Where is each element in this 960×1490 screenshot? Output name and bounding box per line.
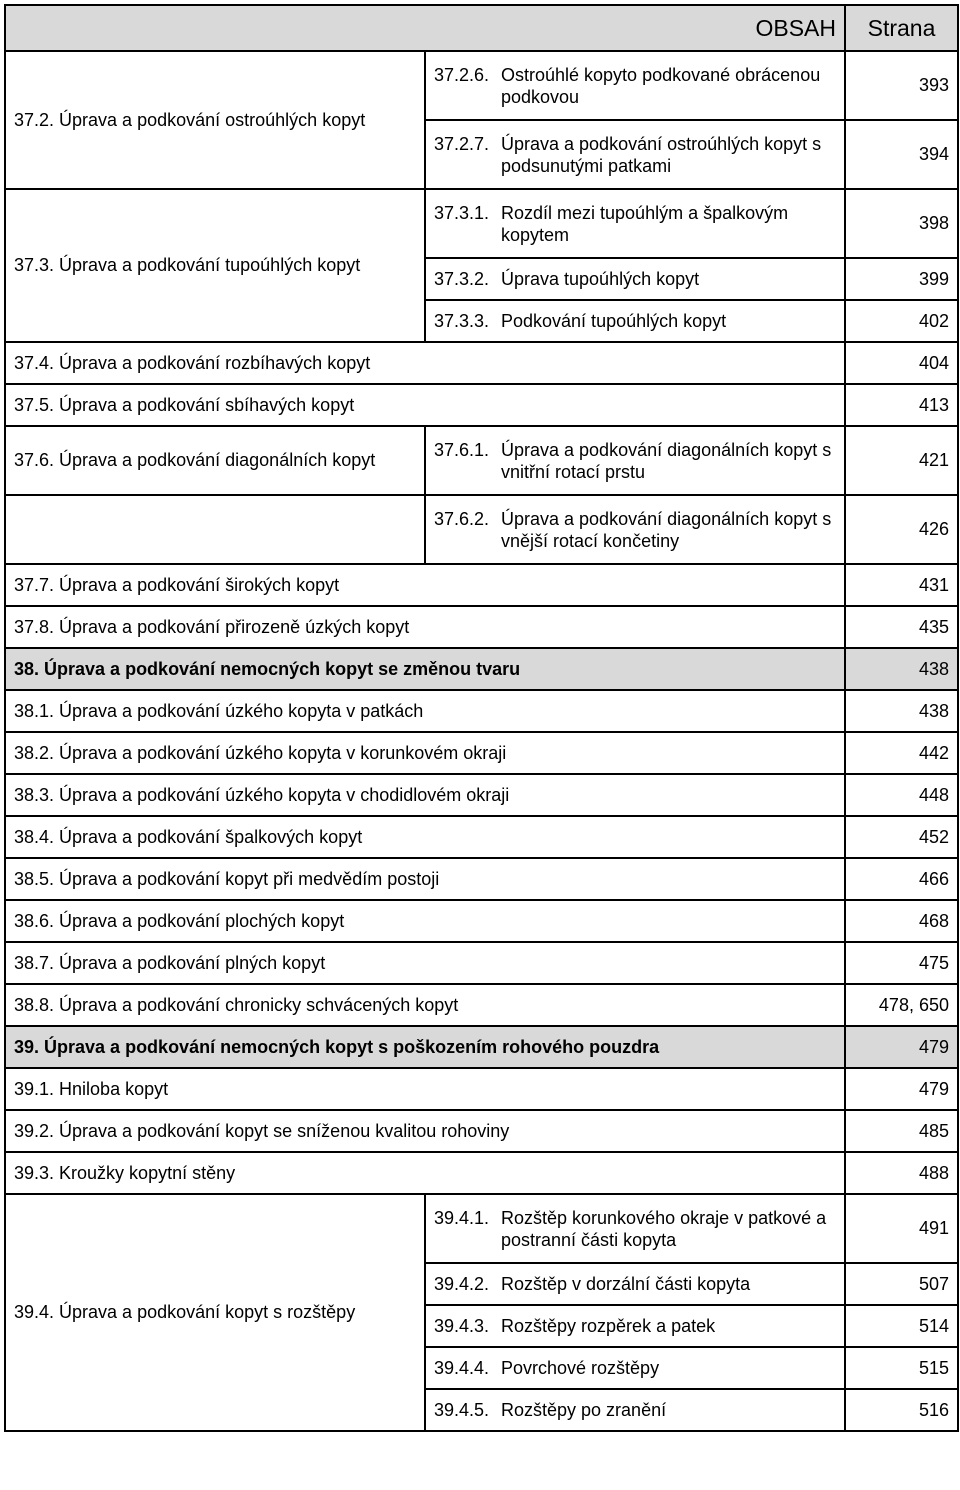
- toc-row: [5, 900, 958, 942]
- section-label: 39.4. Úprava a podkování kopyt s rozštěpy: [5, 1194, 425, 1431]
- entry-title: 38.4. Úprava a podkování špalkových kopyt: [5, 816, 845, 858]
- entry-title: 38.1. Úprava a podkování úzkého kopyta v patkách: [5, 690, 845, 732]
- subsection-title: Ostroúhlé kopyto podkované obrácenou podkovou: [501, 64, 821, 107]
- toc-header-row: [5, 5, 958, 51]
- page-number: 404: [845, 342, 958, 384]
- entry-title: 37.5. Úprava a podkování sbíhavých kopyt: [5, 384, 845, 426]
- subsection-title: Podkování tupoúhlých kopyt: [501, 311, 727, 331]
- toc-row: [5, 984, 958, 1026]
- subsection-number: 39.4.3.: [434, 1316, 490, 1336]
- page-number: 399: [845, 258, 958, 300]
- entry-title: 38.3. Úprava a podkování úzkého kopyta v chodidlovém okraji: [5, 774, 845, 816]
- toc-row: [5, 858, 958, 900]
- subsection-cell: [425, 1194, 845, 1263]
- toc-table: [4, 4, 959, 1432]
- page-number: 438: [845, 690, 958, 732]
- subsection-number: 39.4.5.: [434, 1400, 490, 1420]
- subsection-number: 37.6.1.: [434, 439, 490, 460]
- section-label: 37.6. Úprava a podkování diagonálních kopyt: [5, 426, 425, 495]
- subsection-number: 39.4.1.: [434, 1207, 490, 1228]
- page-number: 402: [845, 300, 958, 342]
- empty-cell: [5, 495, 425, 564]
- entry-title: 38.6. Úprava a podkování plochých kopyt: [5, 900, 845, 942]
- page-number: 426: [845, 495, 958, 564]
- entry-title: 39.3. Kroužky kopytní stěny: [5, 1152, 845, 1194]
- page-number: 398: [845, 189, 958, 258]
- page-number: 515: [845, 1347, 958, 1389]
- page-number: 514: [845, 1305, 958, 1347]
- subsection-title: Úprava tupoúhlých kopyt: [501, 269, 700, 289]
- entry-title: 37.8. Úprava a podkování přirozeně úzkých kopyt: [5, 606, 845, 648]
- subsection-cell: [425, 189, 845, 258]
- subsection-number: 37.2.7.: [434, 133, 490, 154]
- page-column-header: Strana: [845, 5, 958, 51]
- toc-row: [5, 690, 958, 732]
- subsection-number: 37.3.1.: [434, 202, 490, 223]
- toc-row: [5, 384, 958, 426]
- toc-row: [5, 495, 958, 564]
- toc-row: [5, 189, 958, 258]
- entry-title: 39.2. Úprava a podkování kopyt se sníženou kvalitou rohoviny: [5, 1110, 845, 1152]
- subsection-number: 37.3.3.: [434, 311, 490, 331]
- toc-row: [5, 1068, 958, 1110]
- entry-title: 38.2. Úprava a podkování úzkého kopyta v korunkovém okraji: [5, 732, 845, 774]
- toc-row: [5, 1110, 958, 1152]
- subsection-cell: [425, 258, 845, 300]
- page-number: 488: [845, 1152, 958, 1194]
- subsection-cell: [425, 120, 845, 189]
- subsection-number: 37.3.2.: [434, 269, 490, 289]
- toc-row: [5, 774, 958, 816]
- page-number: 485: [845, 1110, 958, 1152]
- entry-title: 38.7. Úprava a podkování plných kopyt: [5, 942, 845, 984]
- page-number: 413: [845, 384, 958, 426]
- toc-chapter-row: [5, 648, 958, 690]
- page-number: 393: [845, 51, 958, 120]
- toc-row: [5, 606, 958, 648]
- toc-chapter-row: [5, 1026, 958, 1068]
- subsection-title: Povrchové rozštěpy: [501, 1358, 660, 1378]
- subsection-cell: [425, 300, 845, 342]
- entry-title: 39.1. Hniloba kopyt: [5, 1068, 845, 1110]
- page-number: 491: [845, 1194, 958, 1263]
- subsection-number: 37.6.2.: [434, 508, 490, 529]
- section-label: 37.3. Úprava a podkování tupoúhlých kopyt: [5, 189, 425, 342]
- subsection-title: Rozštěp korunkového okraje v patkové a postranní části kopyta: [501, 1207, 827, 1250]
- page-number: 468: [845, 900, 958, 942]
- subsection-cell: [425, 1347, 845, 1389]
- subsection-cell: [425, 1305, 845, 1347]
- page-number: 435: [845, 606, 958, 648]
- toc-row: [5, 732, 958, 774]
- subsection-cell: [425, 1263, 845, 1305]
- toc-row: [5, 1194, 958, 1263]
- page-number: 452: [845, 816, 958, 858]
- subsection-cell: [425, 51, 845, 120]
- subsection-number: 39.4.4.: [434, 1358, 490, 1378]
- page-number: 466: [845, 858, 958, 900]
- page-number: 448: [845, 774, 958, 816]
- page-number: 478, 650: [845, 984, 958, 1026]
- page-number: 438: [845, 648, 958, 690]
- page-number: 479: [845, 1068, 958, 1110]
- section-label: 37.2. Úprava a podkování ostroúhlých kopyt: [5, 51, 425, 189]
- toc-row: [5, 51, 958, 120]
- page-number: 475: [845, 942, 958, 984]
- subsection-cell: [425, 1389, 845, 1431]
- entry-title: 38.8. Úprava a podkování chronicky schvácených kopyt: [5, 984, 845, 1026]
- toc-row: [5, 942, 958, 984]
- subsection-title: Úprava a podkování ostroúhlých kopyt s podsunutými patkami: [501, 133, 822, 176]
- page-number: 479: [845, 1026, 958, 1068]
- page-number: 394: [845, 120, 958, 189]
- toc-row: [5, 1152, 958, 1194]
- subsection-number: 37.2.6.: [434, 64, 490, 85]
- subsection-cell: [425, 495, 845, 564]
- toc-row: [5, 564, 958, 606]
- subsection-cell: [425, 426, 845, 495]
- page-number: 431: [845, 564, 958, 606]
- subsection-title: Rozdíl mezi tupoúhlým a špalkovým kopytem: [501, 202, 789, 245]
- subsection-number: 39.4.2.: [434, 1274, 490, 1294]
- toc-title: OBSAH: [5, 5, 845, 51]
- toc-row: [5, 426, 958, 495]
- subsection-title: Úprava a podkování diagonálních kopyt s vnější rotací končetiny: [501, 508, 832, 551]
- entry-title: 37.4. Úprava a podkování rozbíhavých kopyt: [5, 342, 845, 384]
- toc-row: [5, 342, 958, 384]
- subsection-title: Rozštěp v dorzální části kopyta: [501, 1274, 751, 1294]
- page-number: 507: [845, 1263, 958, 1305]
- entry-title: 37.7. Úprava a podkování širokých kopyt: [5, 564, 845, 606]
- page-number: 516: [845, 1389, 958, 1431]
- subsection-title: Rozštěpy po zranění: [501, 1400, 667, 1420]
- page-number: 421: [845, 426, 958, 495]
- chapter-title: 38. Úprava a podkování nemocných kopyt se změnou tvaru: [5, 648, 845, 690]
- entry-title: 38.5. Úprava a podkování kopyt při medvědím postoji: [5, 858, 845, 900]
- subsection-title: Rozštěpy rozpěrek a patek: [501, 1316, 716, 1336]
- chapter-title: 39. Úprava a podkování nemocných kopyt s poškozením rohového pouzdra: [5, 1026, 845, 1068]
- toc-row: [5, 816, 958, 858]
- subsection-title: Úprava a podkování diagonálních kopyt s vnitřní rotací prstu: [501, 439, 832, 482]
- page-number: 442: [845, 732, 958, 774]
